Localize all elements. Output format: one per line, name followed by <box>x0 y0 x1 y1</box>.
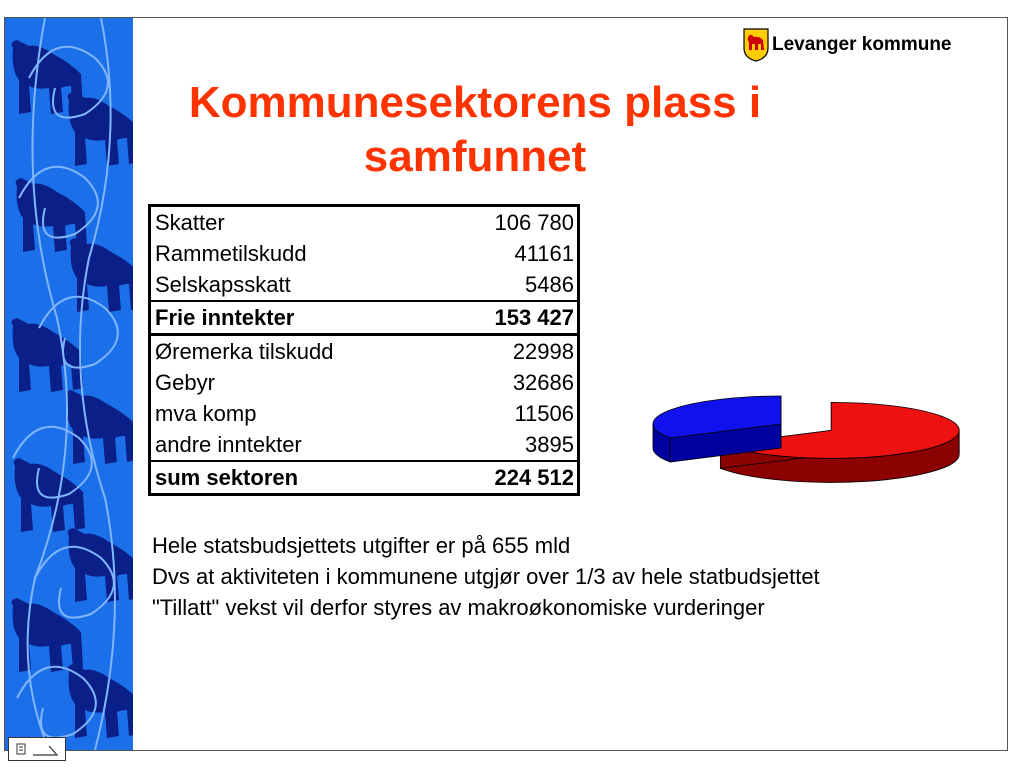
table-row <box>150 206 579 239</box>
note-line: Hele statsbudsjettets utgifter er på 655 mld <box>152 533 571 558</box>
table-row <box>150 398 579 429</box>
table-row <box>150 335 579 368</box>
note-line: Dvs at aktiviteten i kommunene utgjør over 1/3 av hele statbudsjettet <box>152 564 820 589</box>
decorative-horse-pattern <box>5 18 133 750</box>
slide-nav-icon <box>9 738 65 760</box>
row-value: 5486 <box>525 272 574 297</box>
row-label: mva komp <box>155 401 257 426</box>
municipal-crest-icon <box>743 28 769 62</box>
slide <box>4 17 1008 751</box>
slide-navigation-button[interactable] <box>8 737 66 761</box>
row-value: 22998 <box>512 339 574 364</box>
total-label: Frie inntekter <box>150 301 442 335</box>
org-name: Levanger kommune <box>772 34 952 55</box>
table-total-row <box>150 301 579 335</box>
row-value: 11506 <box>514 401 574 426</box>
revenue-table <box>148 204 580 496</box>
slide-title: Kommunesektorens plass i samfunnet <box>188 78 762 181</box>
horse-pattern-graphic <box>5 18 133 750</box>
row-label: Selskapsskatt <box>155 272 291 297</box>
total-value: 153 427 <box>441 301 578 335</box>
row-value: 32686 <box>512 370 574 395</box>
total-label: sum sektoren <box>150 461 442 495</box>
table-row <box>150 269 579 301</box>
table-row <box>150 238 579 269</box>
note-line: "Tillatt" vekst vil derfor styres av makroøkonomiske vurderinger <box>152 595 765 620</box>
row-label: andre inntekter <box>155 432 302 457</box>
row-value: 41161 <box>514 241 574 266</box>
row-label: Gebyr <box>155 370 215 395</box>
table-row <box>150 367 579 398</box>
table-row <box>150 429 579 461</box>
levanger-kommune-logo <box>743 27 952 63</box>
revenue-pie-chart <box>641 376 971 506</box>
row-label: Øremerka tilskudd <box>155 339 334 364</box>
total-value: 224 512 <box>441 461 578 495</box>
row-value: 3895 <box>525 432 574 457</box>
row-value: 106 780 <box>494 210 574 235</box>
table-total-row <box>150 461 579 495</box>
row-label: Rammetilskudd <box>155 241 307 266</box>
notes <box>152 530 820 623</box>
row-label: Skatter <box>155 210 225 235</box>
